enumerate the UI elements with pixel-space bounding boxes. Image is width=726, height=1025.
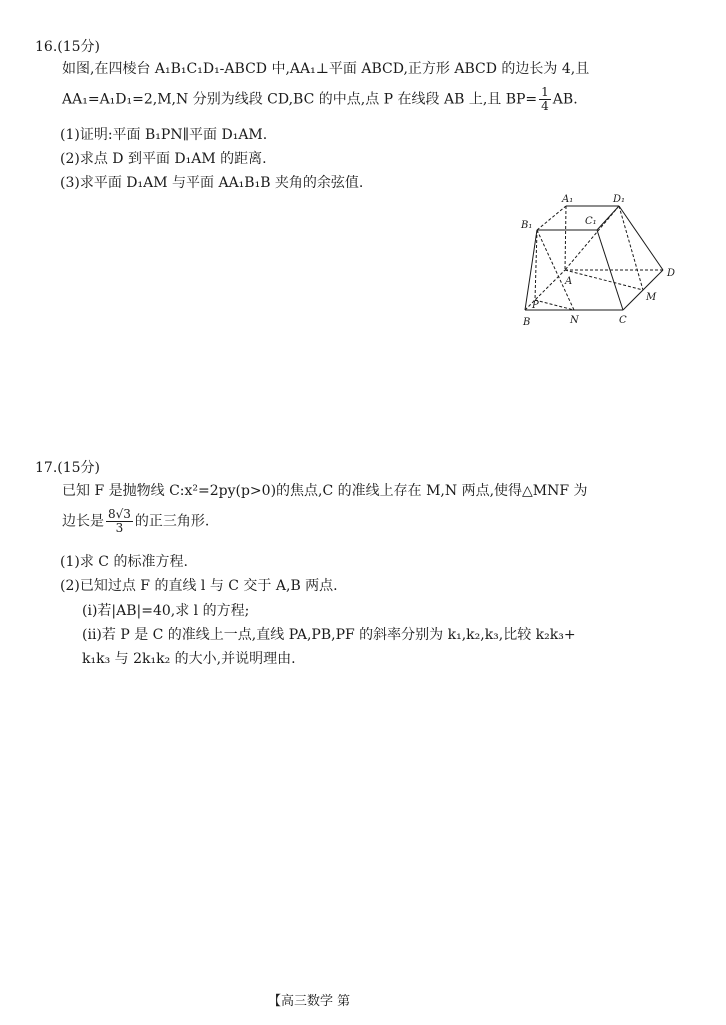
q16-fraction [539, 86, 551, 113]
edge-b1-a1 [537, 206, 566, 230]
q16-stem-line2-pre: AA₁=A₁D₁=2,M,N 分别为线段 CD,BC 的中点,点 P 在线段 AB 上,且 BP= [62, 91, 538, 108]
q16-part1: (1)证明:平面 B₁PN∥平面 D₁AM. [60, 127, 268, 143]
q17-part2ii-line1: (ⅱ)若 P 是 C 的准线上一点,直线 PA,PB,PF 的斜率分别为 k₁,k₂,k₃,比较 k₂k₃+ [82, 627, 576, 643]
q17-part1: (1)求 C 的标准方程. [60, 554, 188, 570]
label-n: N [570, 315, 579, 326]
q17-header [35, 457, 100, 477]
q16-header [35, 36, 100, 56]
q16-stem-line1: 如图,在四棱台 A₁B₁C₁D₁-ABCD 中,AA₁⊥平面 ABCD,正方形 ABCD 的边长为 4,且 [62, 61, 590, 77]
q17-points: (15分) [57, 460, 101, 476]
q17-frac-den: 3 [115, 521, 124, 535]
seg-d1-m [619, 206, 643, 290]
label-m: M [646, 292, 657, 303]
seg-a-m [565, 270, 643, 290]
q16-points: (15分) [57, 39, 101, 55]
q17-stem-line2 [62, 508, 209, 535]
q17-stem-line2-pre: 边长是 [62, 513, 104, 530]
label-p: P [532, 300, 539, 311]
q17-stem-line1: 已知 F 是抛物线 C:x²=2py(p>0)的焦点,C 的准线上存在 M,N 两点,使得△MNF 为 [62, 483, 588, 499]
q16-number: 16. [35, 39, 58, 55]
edge-b1-b [525, 230, 537, 310]
q17-part2ii-line2: k₁k₃ 与 2k₁k₂ 的大小,并说明理由. [82, 651, 296, 667]
q16-stem-line2 [62, 86, 578, 113]
frustum-svg [515, 190, 685, 332]
q16-stem-line2-post: AB. [552, 91, 578, 108]
label-a1: A₁ [562, 194, 574, 205]
edge-c1-d1 [597, 206, 619, 230]
edge-d1-d [619, 206, 663, 270]
seg-b1-n [537, 230, 574, 310]
q17-fraction [106, 508, 133, 535]
q16-part3: (3)求平面 D₁AM 与平面 AA₁B₁B 夹角的余弦值. [60, 175, 364, 191]
label-b1: B₁ [521, 220, 533, 231]
q17-stem-line2-post: 的正三角形. [134, 513, 210, 530]
q16-frac-den: 4 [541, 99, 549, 113]
q17-part2i: (ⅰ)若|AB|=40,求 l 的方程; [82, 603, 250, 619]
label-c1: C₁ [585, 216, 597, 227]
q17-frac-num: 8√3 [108, 507, 131, 521]
seg-p-n [535, 300, 574, 310]
label-b: B [523, 317, 531, 328]
q16-frac-num: 1 [541, 85, 549, 99]
label-d: D [667, 268, 676, 279]
q17-number: 17. [35, 460, 58, 476]
page-footer: 【高三数学 第 [268, 994, 351, 1009]
label-c: C [619, 315, 627, 326]
label-a: A [565, 276, 573, 287]
edge-a1-a [565, 206, 566, 270]
q17-part2: (2)已知过点 F 的直线 l 与 C 交于 A,B 两点. [60, 578, 338, 594]
q16-part2: (2)求点 D 到平面 D₁AM 的距离. [60, 151, 267, 167]
label-d1: D₁ [613, 194, 626, 205]
edge-b-a [525, 270, 565, 310]
frustum-figure [515, 190, 685, 332]
